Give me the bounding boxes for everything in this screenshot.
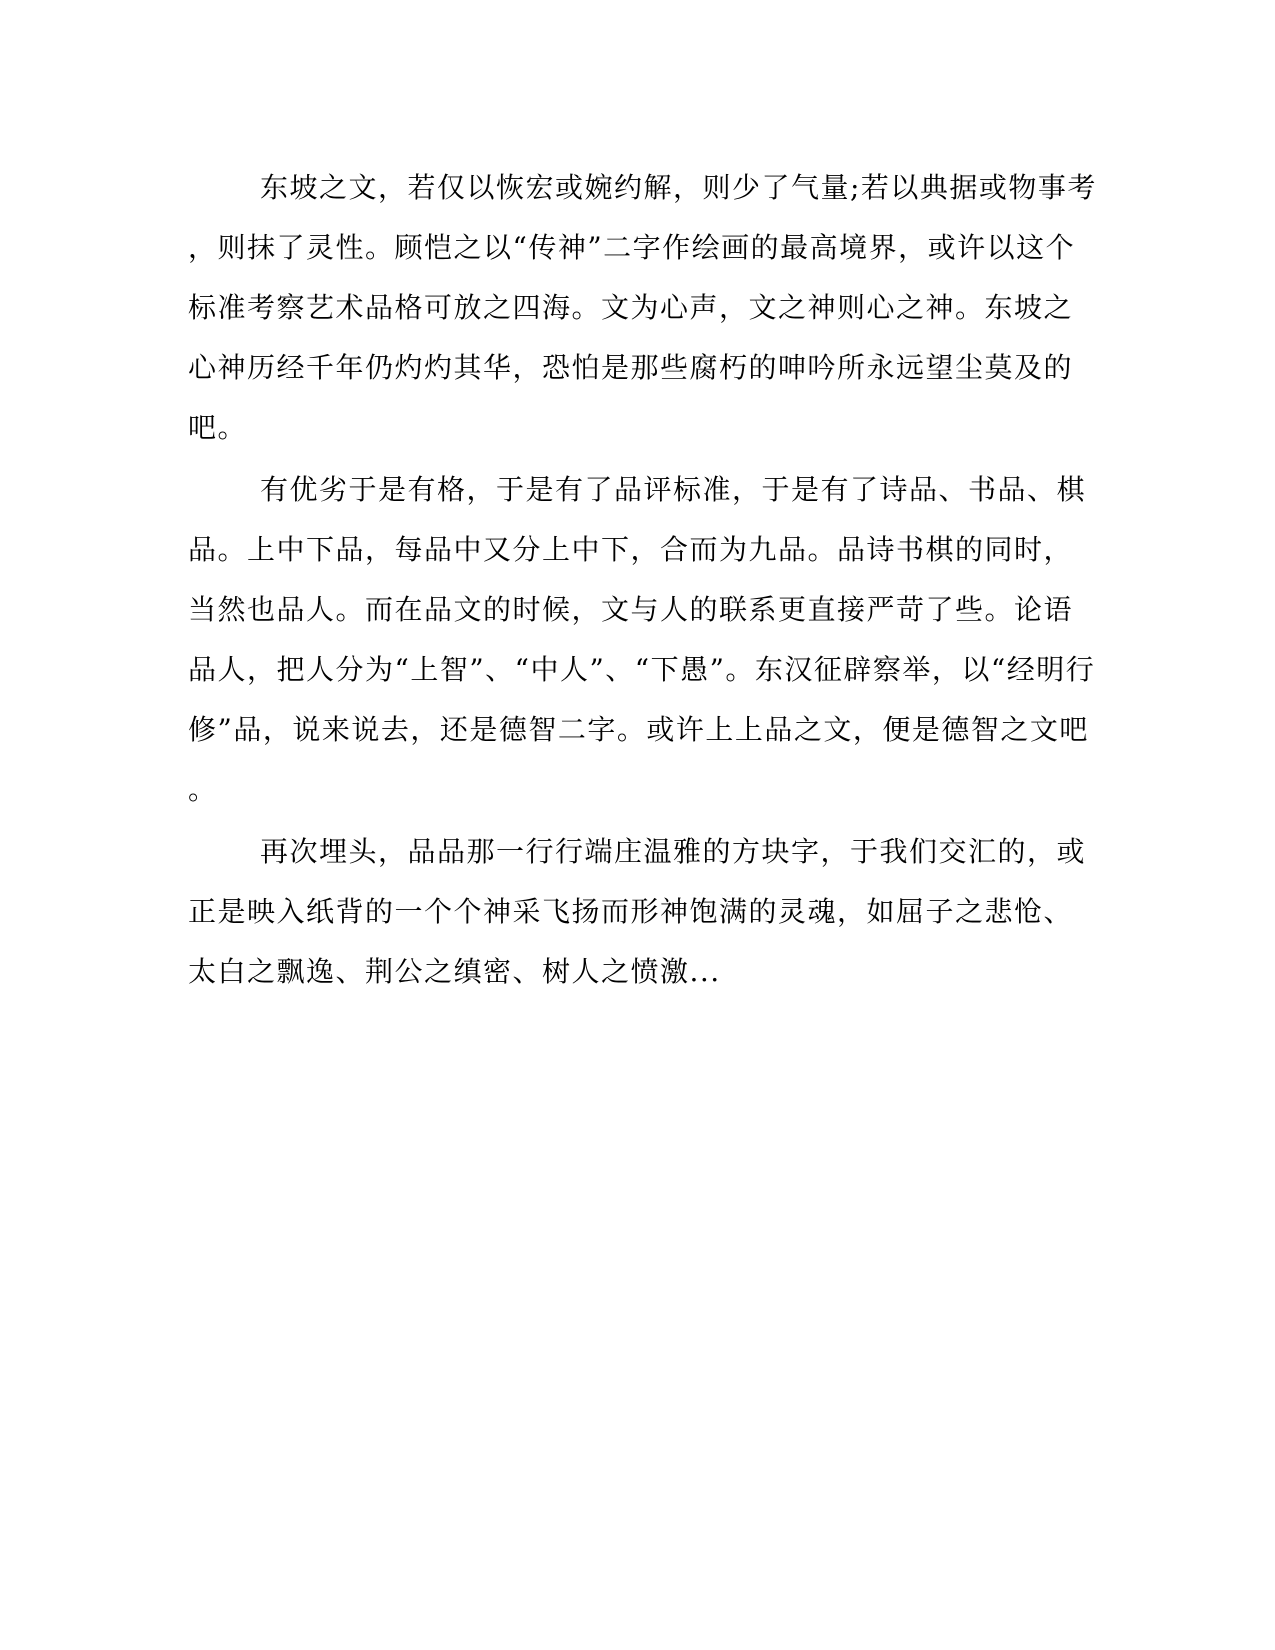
paragraph-3: [188, 822, 1088, 1002]
paragraph-line: 标准考察艺术品格可放之四海。文为心声，文之神则心之神。东坡之: [188, 291, 1074, 324]
paragraph-line: 品人，把人分为“上智”、“中人”、“下愚”。东汉征辟察举，以“经明行: [188, 653, 1096, 686]
paragraph-line: 正是映入纸背的一个个神采飞扬而形神饱满的灵魂，如屈子之悲怆、: [188, 895, 1074, 928]
paragraph-line: 东坡之文，若仅以恢宏或婉约解，则少了气量;若以典据或物事考: [260, 171, 1097, 204]
paragraph-line: 吧。: [188, 411, 248, 444]
paragraph-line: ，则抹了灵性。顾恺之以“传神”二字作绘画的最高境界，或许以这个: [188, 231, 1076, 264]
paragraph-line: 心神历经千年仍灼灼其华，恐怕是那些腐朽的呻吟所永远望尘莫及的: [188, 351, 1074, 384]
document-page: [188, 158, 1097, 1002]
paragraph-line: 太白之飘逸、荆公之缜密、树人之愤激...: [188, 955, 721, 988]
paragraph-line: 修”品，说来说去，还是德智二字。或许上上品之文，便是德智之文吧: [188, 713, 1089, 746]
paragraph-1: [188, 158, 1097, 458]
paragraph-line: 当然也品人。而在品文的时候，文与人的联系更直接严苛了些。论语: [188, 593, 1074, 626]
paragraph-line: 。: [188, 773, 218, 806]
paragraph-line: 品。上中下品，每品中又分上中下，合而为九品。品诗书棋的同时，: [188, 533, 1074, 566]
paragraph-2: [188, 460, 1096, 820]
paragraph-line: 再次埋头，品品那一行行端庄温雅的方块字，于我们交汇的，或: [260, 835, 1087, 868]
paragraph-line: 有优劣于是有格，于是有了品评标准，于是有了诗品、书品、棋: [260, 473, 1087, 506]
